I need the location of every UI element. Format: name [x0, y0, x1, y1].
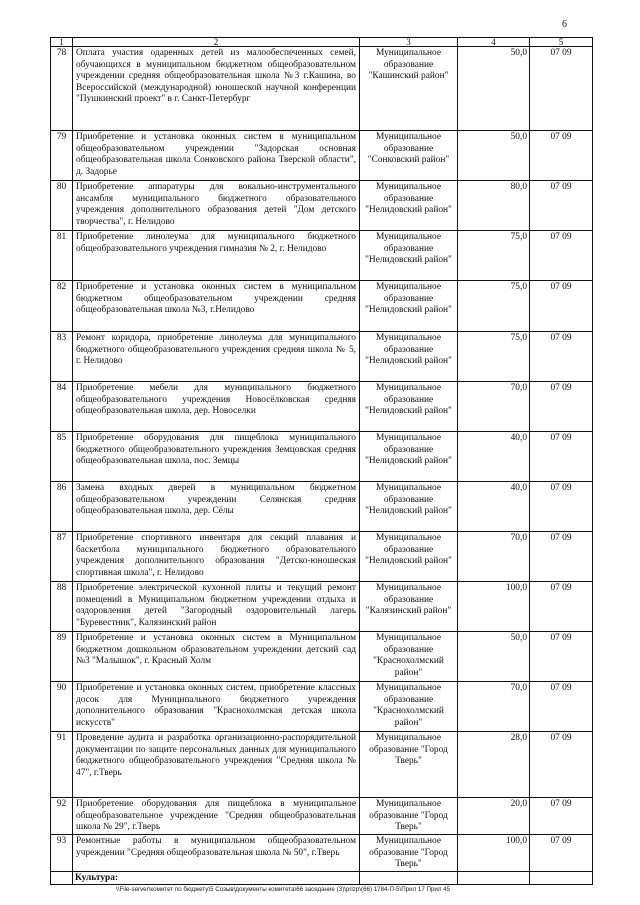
section-empty-cell	[51, 871, 73, 885]
row-code: 07 09	[530, 632, 593, 682]
row-organization: Муниципальное образование "Калязинский район"	[360, 582, 458, 632]
row-amount: 50,0	[458, 632, 530, 682]
header-cell: 5	[530, 38, 593, 47]
row-amount: 40,0	[458, 432, 530, 482]
row-description: Замена входных дверей в муниципальном бюджетном общеобразовательном учреждении Селянская средняя общеобразовательная школа, дер. Сёлы	[73, 482, 360, 532]
row-amount: 40,0	[458, 482, 530, 532]
row-amount: 70,0	[458, 382, 530, 432]
row-description: Приобретение линолеума для муниципального бюджетного общеобразовательного учреждения гимназия № 2, г. Нелидово	[73, 231, 360, 281]
row-description: Ремонт коридора, приобретение линолеума для муниципального бюджетного общеобразовательного учреждения средняя школа № 5, г. Нелидово	[73, 332, 360, 382]
row-organization: Муниципальное образование "Краснохолмский район"	[360, 632, 458, 682]
row-description: Приобретение аппаратуры для вокально-инструментального ансамбля муниципального бюджетного образовательного учреждения дополнительного образования детей "Дом детского творчества", г. Нелидово	[73, 181, 360, 231]
row-organization: Муниципальное образование "Сонковский район"	[360, 131, 458, 181]
row-number: 89	[51, 632, 73, 682]
row-description: Приобретение оборудования для пищеблока муниципального бюджетного общеобразовательного учреждения Земцовская средняя общеобразовательная школа, пос. Земцы	[73, 432, 360, 482]
row-code: 07 09	[530, 332, 593, 382]
row-code: 07 09	[530, 382, 593, 432]
row-number: 82	[51, 281, 73, 332]
row-description: Приобретение оборудования для пищеблока в муниципальное общеобразовательное учреждение "Средняя общеобразовательная школа № 29", г.Тверь	[73, 798, 360, 835]
row-amount: 20,0	[458, 798, 530, 835]
row-code: 07 09	[530, 835, 593, 872]
row-description: Приобретение и установка оконных систем в муниципальном бюджетном общеобразовательном учреждении средняя общеобразовательная школа №3, г.Нелидово	[73, 281, 360, 332]
row-organization: Муниципальное образование "Город Тверь"	[360, 835, 458, 872]
section-row	[51, 871, 593, 885]
table-row	[51, 231, 593, 281]
row-organization: Муниципальное образование "Нелидовский район"	[360, 281, 458, 332]
row-description: Приобретение и установка оконных систем в Муниципальном бюджетном дошкольном образовательном учреждении детский сад №3 "Малышок", г. Красный Холм	[73, 632, 360, 682]
table-row	[51, 632, 593, 682]
table-row	[51, 682, 593, 732]
row-amount: 75,0	[458, 231, 530, 281]
row-code: 07 09	[530, 231, 593, 281]
row-code: 07 09	[530, 47, 593, 131]
row-code: 07 09	[530, 682, 593, 732]
row-amount: 80,0	[458, 181, 530, 231]
section-label: Культура:	[73, 871, 360, 885]
row-code: 07 09	[530, 798, 593, 835]
table-row	[51, 532, 593, 582]
table-row	[51, 732, 593, 798]
table-row	[51, 332, 593, 382]
row-organization: Муниципальное образование "Нелидовский район"	[360, 332, 458, 382]
row-organization: Муниципальное образование "Краснохолмский район"	[360, 682, 458, 732]
row-number: 85	[51, 432, 73, 482]
table-row	[51, 131, 593, 181]
row-description: Приобретение и установка оконных систем, приобретение классных досок для Муниципального бюджетного учреждения дополнительного образования "Краснохолмская детская школа искусств"	[73, 682, 360, 732]
header-cell: 1	[51, 38, 73, 47]
row-organization: Муниципальное образование "Нелидовский район"	[360, 382, 458, 432]
table-row	[51, 835, 593, 872]
file-path-footer: \\File-server\комитет по бюджету\5 Созыв\документы комитета\66 заседание (3)\prizp\(66) 1784-П-5\Прил 17 Прил 45	[116, 886, 451, 893]
header-cell: 4	[458, 38, 530, 47]
row-organization: Муниципальное образование "Кашинский район"	[360, 47, 458, 131]
row-organization: Муниципальное образование "Город Тверь"	[360, 798, 458, 835]
row-organization: Муниципальное образование "Нелидовский район"	[360, 482, 458, 532]
row-number: 79	[51, 131, 73, 181]
row-amount: 70,0	[458, 532, 530, 582]
row-code: 07 09	[530, 181, 593, 231]
row-organization: Муниципальное образование "Нелидовский район"	[360, 231, 458, 281]
table-row	[51, 482, 593, 532]
row-number: 81	[51, 231, 73, 281]
section-empty-cell	[530, 871, 593, 885]
row-number: 87	[51, 532, 73, 582]
row-number: 86	[51, 482, 73, 532]
table-row	[51, 798, 593, 835]
row-amount: 70,0	[458, 682, 530, 732]
section-empty-cell	[458, 871, 530, 885]
row-amount: 75,0	[458, 281, 530, 332]
row-description: Проведение аудита и разработка организационно-распорядительной документации по защите персональных данных для муниципального бюджетного общеобразовательного учреждения "Средняя школа № 47", г.Тверь	[73, 732, 360, 798]
section-empty-cell	[360, 871, 458, 885]
table-row	[51, 47, 593, 131]
row-description: Приобретение и установка оконных систем в муниципальном общеобразовательном учреждении "Задорская основная общеобразовательная школа Сонковского района Тверской области", д. Задорье	[73, 131, 360, 181]
row-organization: Муниципальное образование "Нелидовский район"	[360, 181, 458, 231]
table-row	[51, 382, 593, 432]
table-row	[51, 432, 593, 482]
row-amount: 50,0	[458, 131, 530, 181]
row-amount: 75,0	[458, 332, 530, 382]
row-description: Оплата участия одаренных детей из малообеспеченных семей, обучающихся в муниципальном бюджетном общеобразовательном учреждении средняя общеобразовательная школа №3 г.Кашина, во Всероссийской (международной) юношеской научной конференции "Пушкинский проект" в г. Санкт-Петербург	[73, 47, 360, 131]
row-description: Приобретение мебели для муниципального бюджетного общеобразовательного учреждения Новосёлковская средняя общеобразовательная школа, дер. Новоселки	[73, 382, 360, 432]
row-number: 78	[51, 47, 73, 131]
row-code: 07 09	[530, 131, 593, 181]
row-code: 07 09	[530, 482, 593, 532]
table-header-row	[51, 38, 593, 47]
row-number: 88	[51, 582, 73, 632]
row-code: 07 09	[530, 732, 593, 798]
row-amount: 100,0	[458, 835, 530, 872]
row-code: 07 09	[530, 281, 593, 332]
header-cell: 3	[360, 38, 458, 47]
row-number: 91	[51, 732, 73, 798]
row-organization: Муниципальное образование "Город Тверь"	[360, 732, 458, 798]
row-organization: Муниципальное образование "Нелидовский район"	[360, 432, 458, 482]
row-number: 90	[51, 682, 73, 732]
row-description: Ремонтные работы в муниципальном общеобразовательном учреждении "Средняя общеобразовательная школа № 50", г.Тверь	[73, 835, 360, 872]
table-row	[51, 181, 593, 231]
page-number: 6	[562, 19, 567, 30]
row-code: 07 09	[530, 432, 593, 482]
row-number: 93	[51, 835, 73, 872]
row-description: Приобретение электрической кухонной плиты и текущий ремонт помещений в Муниципальном бюджетном учреждении отдыха и оздоровления детей "Загородный оздоровительный лагерь "Буревестник", Калязинский район	[73, 582, 360, 632]
row-code: 07 09	[530, 582, 593, 632]
row-number: 92	[51, 798, 73, 835]
table-row	[51, 281, 593, 332]
row-number: 84	[51, 382, 73, 432]
table-row	[51, 582, 593, 632]
row-amount: 100,0	[458, 582, 530, 632]
row-amount: 28,0	[458, 732, 530, 798]
row-number: 83	[51, 332, 73, 382]
row-organization: Муниципальное образование "Нелидовский район"	[360, 532, 458, 582]
row-code: 07 09	[530, 532, 593, 582]
row-amount: 50,0	[458, 47, 530, 131]
appropriations-table	[50, 37, 593, 885]
row-description: Приобретение спортивного инвентаря для секций плавания и баскетбола муниципального бюджетного образовательного учреждения дополнительного образования "Детско-юношеская спортивная школа", г. Нелидово	[73, 532, 360, 582]
header-cell: 2	[73, 38, 360, 47]
row-number: 80	[51, 181, 73, 231]
